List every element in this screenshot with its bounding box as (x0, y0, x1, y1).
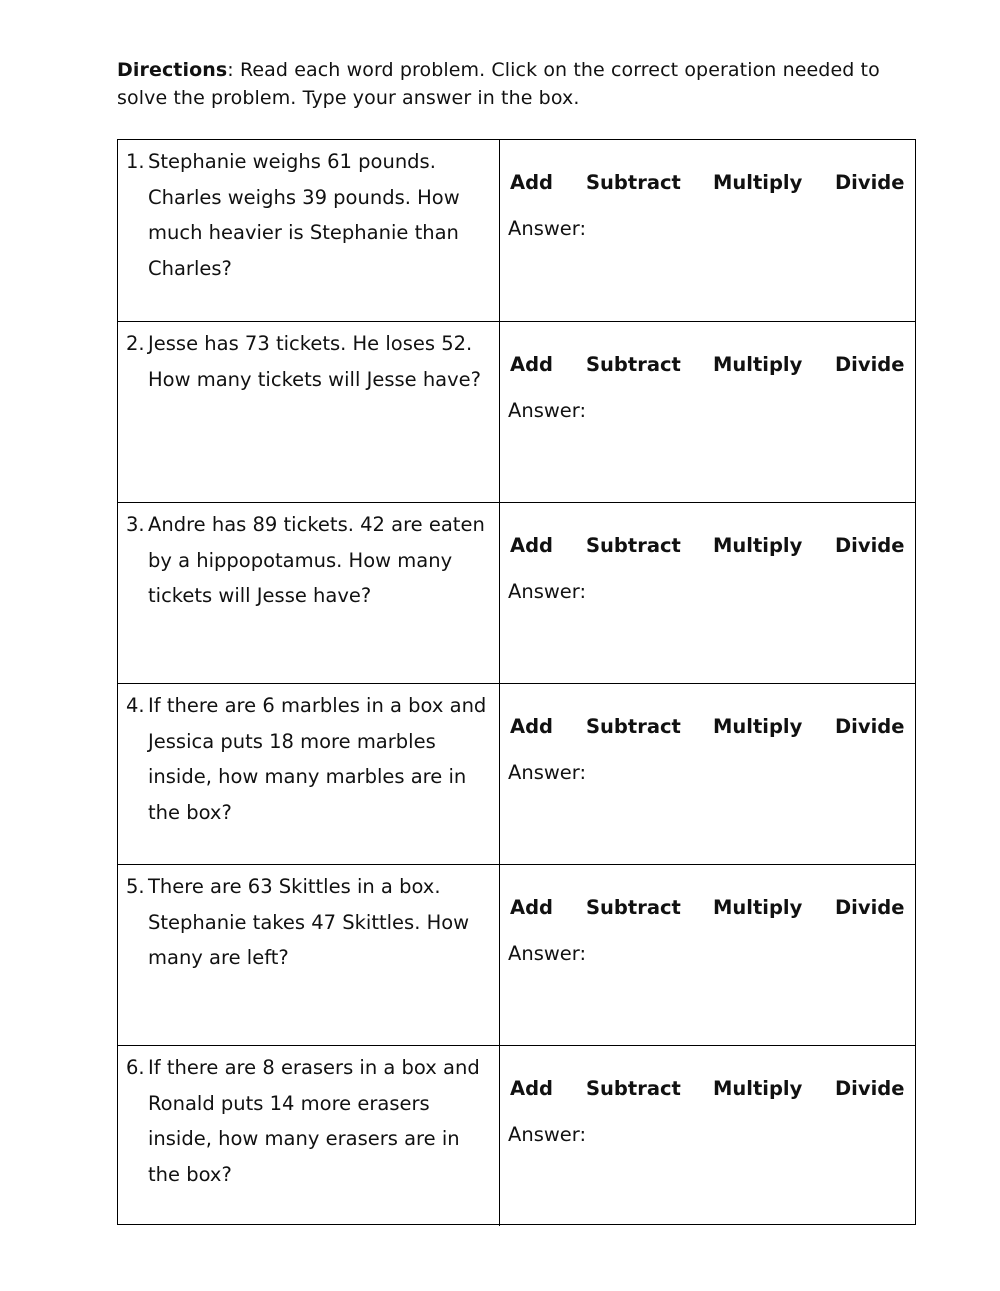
divide-option[interactable]: Divide (835, 171, 905, 194)
divide-option[interactable]: Divide (835, 353, 905, 376)
problem-row-5 (118, 864, 915, 1045)
multiply-option[interactable]: Multiply (713, 171, 803, 194)
add-option[interactable]: Add (510, 353, 554, 376)
column-divider (499, 684, 500, 864)
add-option[interactable]: Add (510, 534, 554, 557)
add-option[interactable]: Add (510, 896, 554, 919)
column-divider (499, 865, 500, 1045)
answer-input[interactable] (593, 939, 717, 969)
problem-row-2 (118, 321, 915, 502)
answer-input[interactable] (593, 214, 717, 244)
problem-number: 2. (126, 332, 145, 355)
subtract-option[interactable]: Subtract (586, 715, 681, 738)
problem-3 (126, 507, 496, 614)
divide-option[interactable]: Divide (835, 896, 905, 919)
problem-number: 1. (126, 150, 145, 173)
multiply-option[interactable]: Multiply (713, 715, 803, 738)
answer-label: Answer: (508, 942, 587, 965)
problem-row-1 (118, 140, 915, 321)
subtract-option[interactable]: Subtract (586, 534, 681, 557)
problem-1 (126, 144, 496, 286)
subtract-option[interactable]: Subtract (586, 171, 681, 194)
answer-input[interactable] (593, 577, 717, 607)
divide-option[interactable]: Divide (835, 534, 905, 557)
column-divider (499, 503, 500, 683)
directions (117, 56, 907, 112)
problem-text: Jesse has 73 tickets. He loses 52. How many tickets will Jesse have? (148, 332, 482, 391)
problem-4 (126, 688, 496, 830)
directions-label: Directions (117, 59, 228, 81)
column-divider (499, 322, 500, 502)
answer-input[interactable] (593, 1120, 717, 1150)
column-divider (499, 1046, 500, 1226)
problem-row-4 (118, 683, 915, 864)
problem-2 (126, 326, 496, 397)
add-option[interactable]: Add (510, 715, 554, 738)
subtract-option[interactable]: Subtract (586, 1077, 681, 1100)
answer-label: Answer: (508, 217, 587, 240)
problem-text: If there are 8 erasers in a box and Ronald puts 14 more erasers inside, how many erasers are in the box? (148, 1056, 480, 1186)
answer-label: Answer: (508, 1123, 587, 1146)
problem-number: 4. (126, 694, 145, 717)
problem-5 (126, 869, 496, 976)
answer-input[interactable] (593, 396, 717, 426)
problems-table (117, 139, 916, 1225)
subtract-option[interactable]: Subtract (586, 353, 681, 376)
add-option[interactable]: Add (510, 1077, 554, 1100)
problem-6 (126, 1050, 496, 1192)
answer-input[interactable] (593, 758, 717, 788)
multiply-option[interactable]: Multiply (713, 896, 803, 919)
problem-text: Stephanie weighs 61 pounds. Charles weighs 39 pounds. How much heavier is Stephanie than Charles? (148, 150, 460, 280)
problem-text: There are 63 Skittles in a box. Stephanie takes 47 Skittles. How many are left? (148, 875, 470, 969)
column-divider (499, 140, 500, 321)
problem-text: If there are 6 marbles in a box and Jessica puts 18 more marbles inside, how many marbles are in the box? (148, 694, 487, 824)
multiply-option[interactable]: Multiply (713, 1077, 803, 1100)
answer-label: Answer: (508, 761, 587, 784)
multiply-option[interactable]: Multiply (713, 353, 803, 376)
answer-label: Answer: (508, 399, 587, 422)
divide-option[interactable]: Divide (835, 1077, 905, 1100)
directions-text: : Read each word problem. Click on the correct operation needed to solve the problem. Type your answer in the box. (117, 59, 880, 109)
problem-row-6 (118, 1045, 915, 1226)
add-option[interactable]: Add (510, 171, 554, 194)
problem-number: 6. (126, 1056, 145, 1079)
subtract-option[interactable]: Subtract (586, 896, 681, 919)
divide-option[interactable]: Divide (835, 715, 905, 738)
multiply-option[interactable]: Multiply (713, 534, 803, 557)
problem-number: 5. (126, 875, 145, 898)
problem-row-3 (118, 502, 915, 683)
answer-label: Answer: (508, 580, 587, 603)
problem-number: 3. (126, 513, 145, 536)
problem-text: Andre has 89 tickets. 42 are eaten by a hippopotamus. How many tickets will Jesse have? (148, 513, 485, 607)
